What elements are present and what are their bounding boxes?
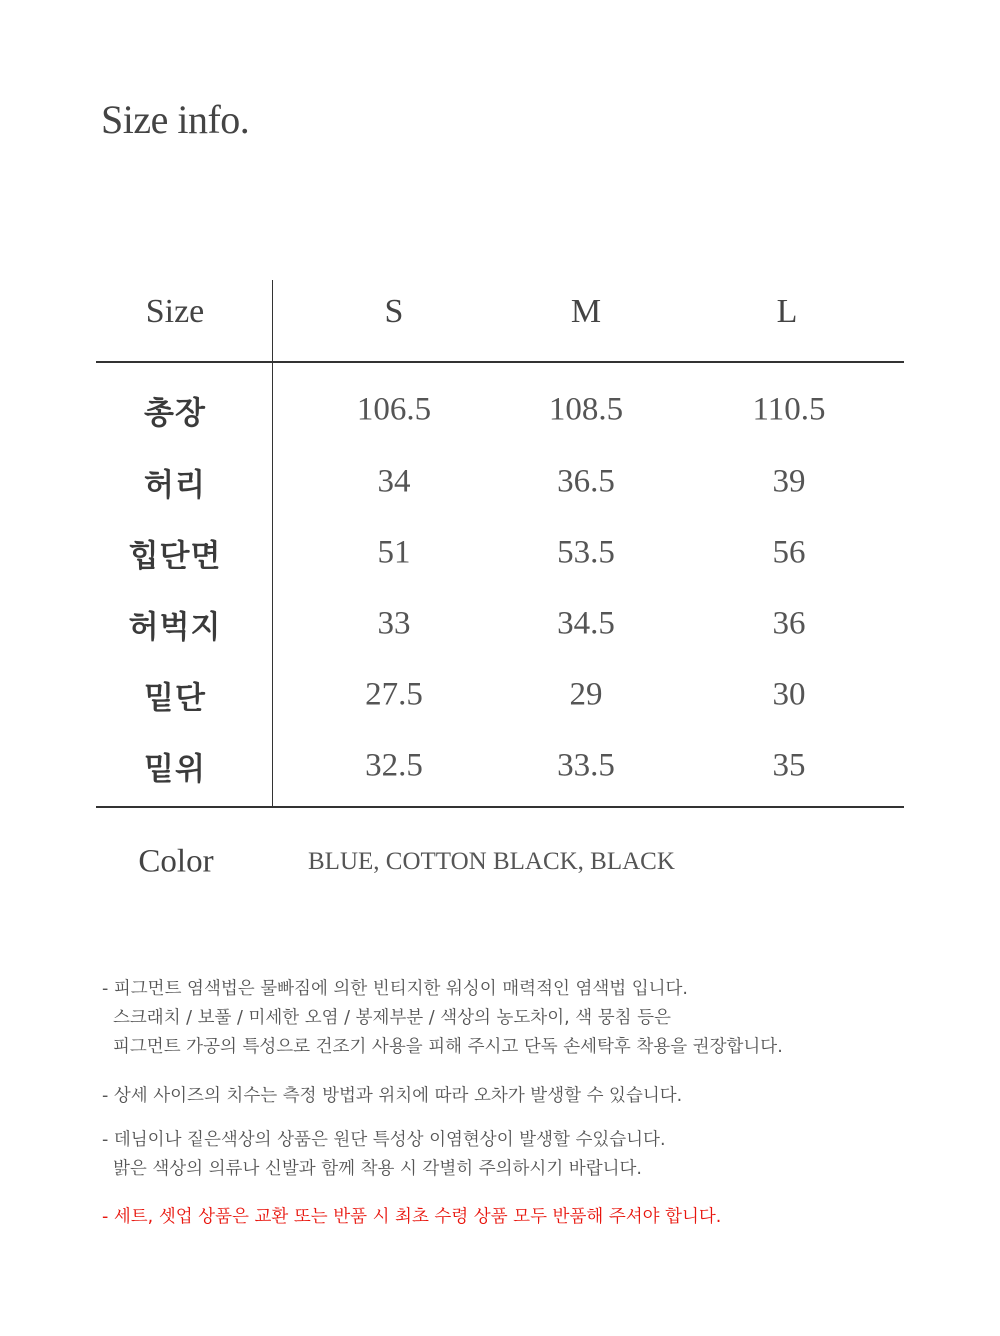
table-cell: 27.5: [365, 676, 423, 713]
table-cell: 108.5: [548, 391, 624, 428]
note-line: - 데님이나 짙은색상의 상품은 원단 특성상 이염현상이 발생할 수있습니다.: [102, 1130, 666, 1150]
note-warning: [102, 1203, 721, 1232]
table-header-size: Size: [145, 293, 205, 330]
table-header-divider: [96, 361, 904, 363]
table-cell: 35: [772, 747, 806, 784]
page-title: Size info.: [101, 97, 250, 142]
table-cell: 106.5: [356, 391, 432, 428]
table-cell: 34.5: [557, 605, 615, 642]
table-cell: 51: [377, 534, 411, 571]
color-value: BLUE, COTTON BLACK, BLACK: [308, 848, 675, 875]
note-measurement: [102, 1082, 682, 1111]
row-label: 허리: [144, 467, 206, 504]
table-cell: 30: [772, 676, 806, 713]
table-cell: 56: [772, 534, 806, 571]
note-pigment: [102, 975, 783, 1062]
table-cell: 36: [772, 605, 806, 642]
note-line: - 상세 사이즈의 치수는 측정 방법과 위치에 따라 오차가 발생할 수 있습니다.: [102, 1086, 683, 1106]
size-table: [96, 280, 904, 808]
row-label: 허벅지: [128, 609, 222, 646]
table-cell: 39: [772, 463, 806, 500]
table-column-divider: [272, 280, 273, 808]
table-cell: 33: [377, 605, 411, 642]
note-line: 스크래치 / 보풀 / 미세한 오염 / 봉제부분 / 색상의 농도차이, 색 뭉침 등은: [113, 1008, 671, 1028]
table-cell: 32.5: [365, 747, 423, 784]
note-line: - 세트, 셋업 상품은 교환 또는 반품 시 최초 수령 상품 모두 반품해 주셔야 합니다.: [102, 1207, 722, 1227]
note-line: 밝은 색상의 의류나 신발과 함께 착용 시 각별히 주의하시기 바랍니다.: [113, 1159, 642, 1179]
row-label: 밑단: [144, 680, 206, 717]
table-cell: 53.5: [557, 534, 615, 571]
table-cell: 33.5: [557, 747, 615, 784]
note-dye-transfer: [102, 1126, 666, 1184]
table-cell: 34: [377, 463, 411, 500]
note-line: - 피그먼트 염색법은 물빠짐에 의한 빈티지한 워싱이 매력적인 염색법 입니다.: [102, 979, 688, 999]
color-label: Color: [138, 843, 214, 880]
row-label: 총장: [144, 395, 206, 432]
row-label: 힙단면: [128, 538, 222, 575]
table-cell: 29: [569, 676, 603, 713]
table-bottom-border: [96, 806, 904, 808]
table-cell: 36.5: [557, 463, 615, 500]
note-line: 피그먼트 가공의 특성으로 건조기 사용을 피해 주시고 단독 손세탁후 착용을 권장합니다.: [113, 1037, 783, 1057]
table-header-s: S: [384, 293, 404, 330]
row-label: 밑위: [144, 751, 206, 788]
table-header-m: M: [570, 293, 602, 330]
table-cell: 110.5: [752, 391, 826, 428]
table-header-l: L: [776, 293, 798, 330]
